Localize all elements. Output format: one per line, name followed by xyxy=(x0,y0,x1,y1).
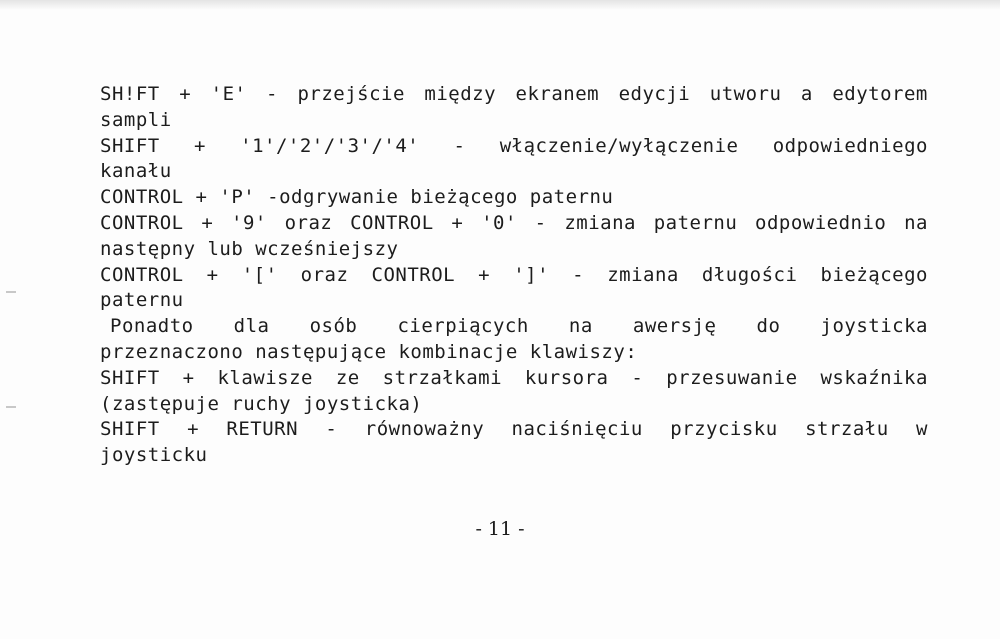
text-line-shift-channels: SHIFT + '1'/'2'/'3'/'4' - włączenie/wyłączenie odpowiedniego xyxy=(100,134,928,157)
document-body xyxy=(100,82,928,469)
scan-edge-shadow xyxy=(0,0,1000,10)
text-line-shift-e: SH!FT + 'E' - przejście między ekranem edycji utworu a edytorem xyxy=(100,83,928,105)
page-number: - 11 - xyxy=(475,518,525,540)
text-line: następny lub wcześniejszy xyxy=(100,237,399,260)
text-line-control-9-0: CONTROL + '9' oraz CONTROL + '0' - zmiana paternu odpowiednio na xyxy=(100,211,928,234)
text-line: kanału xyxy=(100,160,172,183)
text-line: sampli xyxy=(100,108,172,131)
text-line: paternu xyxy=(100,289,184,312)
text-line: przeznaczono następujące kombinacje klawiszy: xyxy=(100,340,638,363)
text-line-shift-arrows: SHIFT + klawisze ze strzałkami kursora - przesuwanie wskaźnika xyxy=(100,366,928,389)
text-line-control-p: CONTROL + 'P' -odgrywanie bieżącego paternu xyxy=(100,186,614,209)
margin-mark xyxy=(6,291,16,293)
text-line-ponadto: Ponadto dla osób cierpiących na awersję do joysticka xyxy=(110,315,928,338)
margin-mark xyxy=(6,406,16,408)
text-line: joysticku xyxy=(100,444,208,467)
text-line-control-brackets: CONTROL + '[' oraz CONTROL + ']' - zmiana długości bieżącego xyxy=(100,263,928,286)
text-line-shift-return: SHIFT + RETURN - równoważny naciśnięciu przycisku strzału w xyxy=(100,418,928,441)
text-line: (zastępuje ruchy joysticka) xyxy=(100,392,423,415)
